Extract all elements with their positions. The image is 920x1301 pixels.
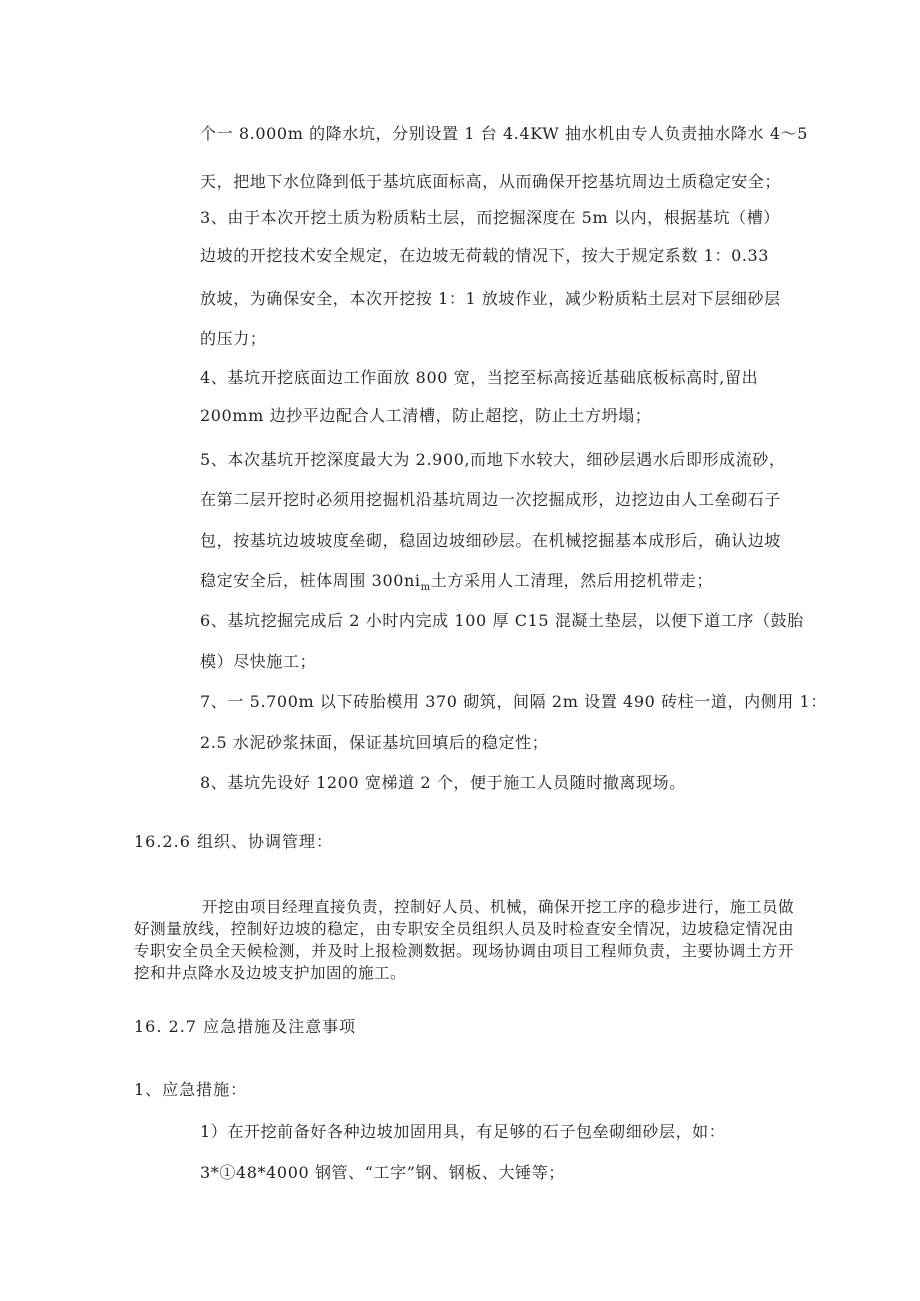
body-line-11: 包，按基坑边坡坡度垒砌，稳固边坡细砂层。在机械挖掘基本成形后，确认边坡 [200,531,782,550]
sub-heading-emergency: 1、应急措施： [134,1080,248,1099]
line-12-suffix: 土方采用人工清理，然后用挖机带走； [430,571,713,590]
body-line-16: 2.5 水泥砂浆抹面，保证基坑回填后的稳定性； [200,733,549,752]
body-line-3: 3、由于本次开挖土质为粉质粘土层，而挖掘深度在 5m 以内，根据基坑（槽） [200,208,780,227]
line-12-prefix: 稳定安全后，桩体周围 300ni [200,571,421,590]
body-line-2: 天，把地下水位降到低于基坑底面标高，从而确保开挖基坑周边土质稳定安全； [200,172,782,191]
line-12-sub: m [420,582,431,594]
body-line-14: 模）尽快施工； [200,652,317,671]
item-1-line-1: 1）在开挖前备好各种边坡加固用具，有足够的石子包垒砌细砂层，如： [200,1122,726,1141]
paragraph-1626: 开挖由项目经理直接负责，控制好人员、机械，确保开挖工序的稳步进行，施工员做好测量放线，控制好边坡的稳定，由专职安全员组织人员及时检查安全情况，边坡稳定情况由专职安全员全天候检测，并及时上报检测数据。现场协调由项目工程师负责，主要协调土方开挖和井点降水及边坡支护加固的施工。 [134,898,795,982]
body-line-10: 在第二层开挖时必须用挖掘机沿基坑周边一次挖掘成形，边挖边由人工垒砌石子 [200,490,782,509]
body-line-17: 8、基坑先设好 1200 宽梯道 2 个，便于施工人员随时撤离现场。 [200,773,686,792]
body-line-5: 放坡，为确保安全，本次开挖按 1：1 放坡作业，减少粉质粘土层对下层细砂层 [200,289,781,308]
section-heading-1626: 16.2.6 组织、协调管理： [134,832,333,851]
body-line-15: 7、一 5.700m 以下砖胎模用 370 砌筑，间隔 2m 设置 490 砖柱一道，内侧用 1： [200,692,827,711]
body-line-12 [200,571,713,598]
body-line-1: 个一 8.000m 的降水坑，分别设置 1 台 4.4KW 抽水机由专人负责抽水降水 4～5 [200,124,808,143]
section-heading-1627: 16. 2.7 应急措施及注意事项 [134,1017,357,1036]
body-line-9: 5、本次基坑开挖深度最大为 2.900,而地下水较大，细砂层遇水后即形成流砂， [200,450,786,469]
body-line-6: 的压力； [200,329,267,348]
body-line-8: 200mm 边抄平边配合人工清槽，防止超挖，防止土方坍塌； [200,406,652,425]
body-line-13: 6、基坑挖掘完成后 2 小时内完成 100 厚 C15 混凝土垫层，以便下道工序（鼓胎 [200,611,804,630]
body-line-4: 边坡的开挖技术安全规定，在边坡无荷载的情况下，按大于规定系数 1：0.33 [200,246,770,265]
body-line-7: 4、基坑开挖底面边工作面放 800 宽，当挖至标高接近基础底板标高时,留出 [200,368,759,387]
item-1-line-2: 3*①48*4000 钢管、“工字”钢、钢板、大锤等； [200,1163,565,1182]
